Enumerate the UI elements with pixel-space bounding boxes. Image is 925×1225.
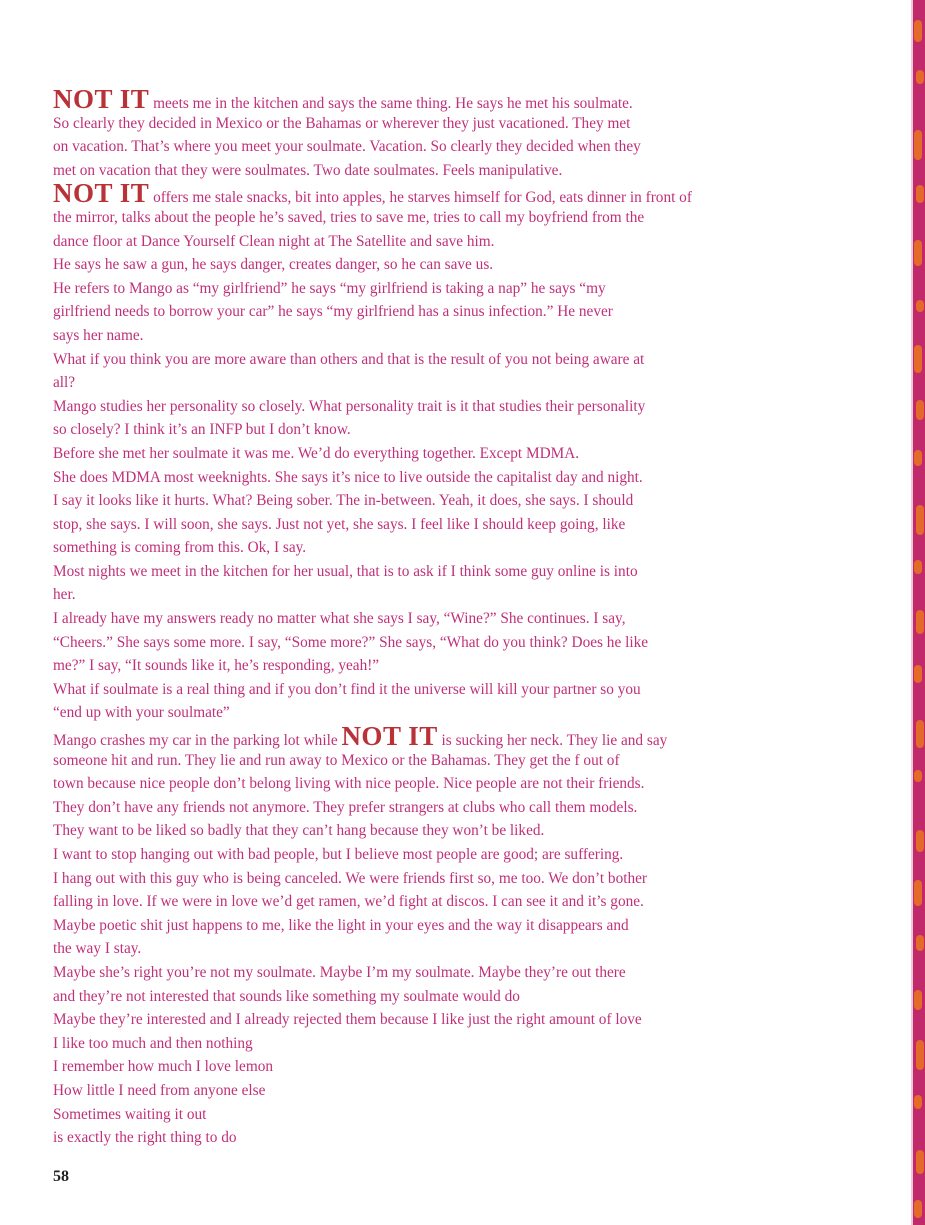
border-dot [914,450,922,466]
line-text: is exactly the right thing to do [53,1129,237,1147]
border-dot [914,990,922,1010]
line-text: so closely? I think it’s an INFP but I don’t know. [53,421,351,439]
line-text: So clearly they decided in Mexico or the Bahamas or wherever they just vacationed. They met [53,114,631,132]
not-it-emphasis: NOT IT [53,84,150,114]
line-text: meets me in the kitchen and says the same thing. He says he met his soulmate. [149,95,633,112]
text-line [53,395,773,419]
text-line [53,985,773,1009]
line-text: the mirror, talks about the people he’s saved, tries to save me, tries to call my boyfriend from the [53,208,645,226]
line-text: I like too much and then nothing [53,1034,253,1052]
border-dot [916,505,924,535]
line-text: town because nice people don’t belong living with nice people. Nice people are not their friends. [53,775,645,793]
border-dot [914,560,922,574]
text-line [53,1008,773,1032]
line-text: I remember how much I love lemon [53,1058,274,1076]
line-text: Most nights we meet in the kitchen for her usual, that is to ask if I think some guy online is into [53,562,638,580]
line-text: Maybe she’s right you’re not my soulmate. Maybe I’m my soulmate. Maybe they’re out there [53,963,626,981]
line-text: the way I stay. [53,940,142,958]
text-line [53,230,773,254]
line-text: someone hit and run. They lie and run away to Mexico or the Bahamas. They get the f out of [53,751,620,769]
line-text: Sometimes waiting it out [53,1105,207,1123]
border-dot [916,400,924,420]
line-text: He says he saw a gun, he says danger, creates danger, so he can save us. [53,256,494,274]
line-text: met on vacation that they were soulmates. Two date soulmates. Feels manipulative. [53,161,563,179]
line-text: I want to stop hanging out with bad people, but I believe most people are good; are suffering. [53,846,624,863]
line-text: stop, she says. I will soon, she says. Just not yet, she says. I feel like I should keep going, like [53,515,626,533]
decorative-border [911,0,925,1225]
text-line [53,84,773,114]
line-text: girlfriend needs to borrow your car” he says “my girlfriend has a sinus infection.” He never [53,303,613,321]
text-line [53,1032,773,1056]
text-line [53,536,773,560]
text-line [53,442,773,466]
text-line [53,678,773,702]
text-line [53,749,773,773]
text-line [53,843,773,867]
line-text: me?” I say, “It sounds like it, he’s responding, yeah!” [53,657,380,675]
text-line [53,1103,773,1127]
line-text: all? [53,374,76,392]
border-dot [916,935,924,951]
line-text: What if you think you are more aware than others and that is the result of you not being aware at [53,350,645,368]
border-dot [916,830,924,852]
text-line [53,418,773,442]
line-text: says her name. [53,326,144,344]
text-line [53,867,773,891]
border-dot [916,720,924,748]
line-text: “Cheers.” She says some more. I say, “Some more?” She says, “What do you think? Does he like [53,633,649,651]
line-text: I hang out with this guy who is being canceled. We were friends first so, me too. We don’t bother [53,869,647,887]
text-line [53,178,773,209]
line-text: offers me stale snacks, bit into apples, he starves himself for God, eats dinner in front of [149,189,692,207]
text-line [53,513,773,537]
text-line [53,112,773,136]
text-line [53,371,773,395]
line-text: They want to be liked so badly that they can’t hang because they won’t be liked. [53,822,545,840]
border-dot [916,185,924,203]
text-line [53,1126,773,1150]
line-text: and they’re not interested that sounds like something my soulmate would do [53,987,520,1005]
line-text: Maybe they’re interested and I already rejected them because I like just the right amount of love [53,1011,642,1029]
text-line [53,914,773,938]
text-line [53,772,773,796]
not-it-emphasis: NOT IT [341,721,438,752]
border-dot [914,240,922,266]
line-text: her. [53,586,76,604]
line-text: falling in love. If we were in love we’d get ramen, we’d fight at discos. I can see it and it’s gone. [53,893,644,911]
border-dot [914,20,922,42]
text-line [53,206,773,230]
text-line [53,583,773,607]
text-line [53,135,773,159]
border-dot [916,1150,924,1174]
line-text: I already have my answers ready no matter what she says I say, “Wine?” She continues. I say, [53,610,626,628]
line-text: dance floor at Dance Yourself Clean night at The Satellite and save him. [53,232,495,250]
line-text: What if soulmate is a real thing and if you don’t find it the universe will kill your partner so you [53,680,641,698]
text-line [53,796,773,820]
text-line [53,1055,773,1079]
text-line [53,466,773,490]
border-dot [914,1095,922,1109]
border-dot [916,70,924,84]
border-dot [914,880,922,906]
border-dot [916,610,924,634]
border-dot [916,1040,924,1070]
line-text: Maybe poetic shit just happens to me, like the light in your eyes and the way it disappears and [53,916,629,934]
border-edge [911,0,913,1225]
border-dot [914,345,922,373]
border-dot [916,300,924,312]
text-line [53,961,773,985]
not-it-emphasis: NOT IT [53,178,150,209]
line-text: on vacation. That’s where you meet your soulmate. Vacation. So clearly they decided when they [53,138,641,156]
text-line [53,348,773,372]
line-text: Mango crashes my car in the parking lot while [53,732,342,750]
text-line [53,631,773,655]
border-dot [914,130,922,160]
text-line [53,1079,773,1103]
text-line [53,890,773,914]
text-line [53,253,773,277]
border-dot [914,1200,922,1218]
body-text [53,84,773,1150]
line-text: He refers to Mango as “my girlfriend” he says “my girlfriend is taking a nap” he says “my [53,279,606,297]
line-text: I say it looks like it hurts. What? Being sober. The in-between. Yeah, it does, she says. I should [53,492,634,510]
text-line [53,324,773,348]
text-line [53,654,773,678]
line-text: Before she met her soulmate it was me. We’d do everything together. Except MDMA. [53,444,580,462]
text-line [53,937,773,961]
text-line [53,721,773,752]
line-text: something is coming from this. Ok, I say. [53,539,307,557]
line-text: “end up with your soulmate” [53,704,230,722]
text-line [53,489,773,513]
text-line [53,277,773,301]
text-line [53,560,773,584]
page-number: 58 [53,1168,69,1185]
text-line [53,819,773,843]
line-text: Mango studies her personality so closely. What personality trait is it that studies their personality [53,397,646,415]
line-text: is sucking her neck. They lie and say [437,732,668,750]
text-line [53,300,773,324]
border-dot [914,665,922,683]
text-line [53,607,773,631]
line-text: She does MDMA most weeknights. She says it’s nice to live outside the capitalist day and night. [53,468,643,486]
border-dot [914,770,922,782]
line-text: How little I need from anyone else [53,1081,266,1099]
text-line [53,159,773,183]
line-text: They don’t have any friends not anymore. They prefer strangers at clubs who call them models. [53,798,638,816]
